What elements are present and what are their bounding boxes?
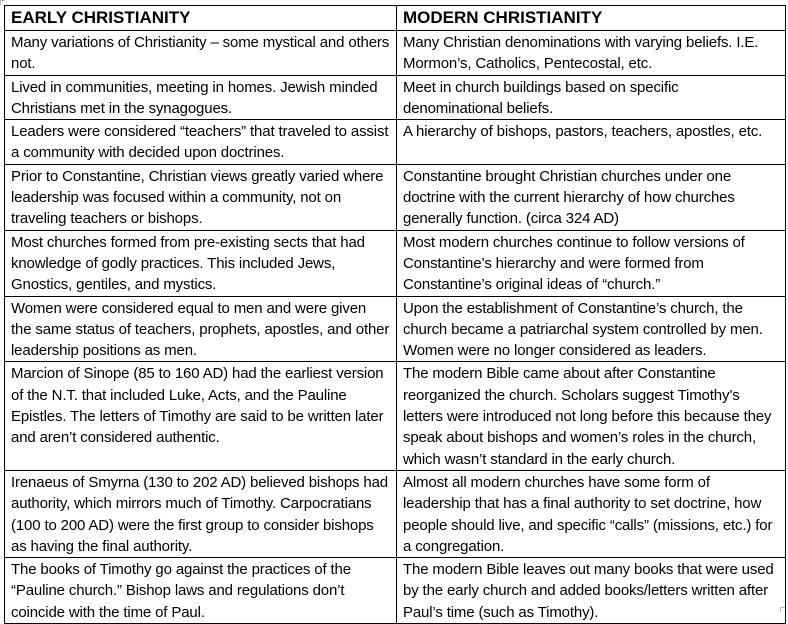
cell-early: Prior to Constantine, Christian views greatly varied where leadership was focused within a community, not on traveling teachers or bishops. — [5, 164, 397, 230]
cell-modern: Many Christian denominations with varying beliefs. I.E. Mormon’s, Catholics, Pentecostal, etc. — [397, 31, 786, 76]
cell-early: Many variations of Christianity – some mystical and others not. — [5, 31, 397, 76]
cell-modern: Meet in church buildings based on specific denominational beliefs. — [397, 75, 786, 120]
table-row — [5, 362, 786, 470]
cell-early: Leaders were considered “teachers” that traveled to assist a community with decided upon doctrines. — [5, 120, 397, 165]
cell-modern: Constantine brought Christian churches under one doctrine with the current hierarchy of how churches generally function. (circa 324 AD) — [397, 164, 786, 230]
table-resize-handle[interactable] — [780, 607, 785, 612]
cell-modern: Almost all modern churches have some form of leadership that has a final authority to set doctrine, how people should live, and specific “calls” (missions, etc.) for a congregation. — [397, 470, 786, 557]
cell-early: Women were considered equal to men and were given the same status of teachers, prophets, apostles, and other leadership positions as men. — [5, 296, 397, 362]
cell-early: Marcion of Sinope (85 to 160 AD) had the earliest version of the N.T. that included Luke, Acts, and the Pauline Epistles. The letters of Timothy are said to be written later and aren’t considered authentic. — [5, 362, 397, 470]
cell-modern: The modern Bible leaves out many books that were used by the early church and added books/letters written after Paul’s time (such as Timothy). — [397, 558, 786, 624]
table-row — [5, 558, 786, 624]
table-row — [5, 75, 786, 120]
cell-early: Irenaeus of Smyrna (130 to 202 AD) believed bishops had authority, which mirrors much of Timothy. Carpocratians (100 to 200 AD) were the first group to consider bishops as having the final authority. — [5, 470, 397, 557]
cell-early: Lived in communities, meeting in homes. Jewish minded Christians met in the synagogues. — [5, 75, 397, 120]
cell-modern: Most modern churches continue to follow versions of Constantine’s hierarchy and were formed from Constantine’s original ideas of “church.” — [397, 230, 786, 296]
table-row — [5, 470, 786, 557]
table-row — [5, 31, 786, 76]
cell-modern: The modern Bible came about after Constantine reorganized the church. Scholars suggest Timothy’s letters were introduced not long before this because they speak about bishops and women’s roles in the church, which wasn’t standard in the early church. — [397, 362, 786, 470]
cell-modern: Upon the establishment of Constantine’s church, the church became a patriarchal system controlled by men. Women were no longer considered as leaders. — [397, 296, 786, 362]
cell-early: Most churches formed from pre-existing sects that had knowledge of godly practices. This included Jews, Gnostics, gentiles, and mystics. — [5, 230, 397, 296]
table-row — [5, 230, 786, 296]
table-row — [5, 296, 786, 362]
cell-modern: A hierarchy of bishops, pastors, teachers, apostles, etc. — [397, 120, 786, 165]
table-row — [5, 164, 786, 230]
comparison-table — [4, 5, 786, 624]
header-modern-christianity: MODERN CHRISTIANITY — [397, 6, 786, 31]
table-row — [5, 120, 786, 165]
header-row — [5, 6, 786, 31]
cell-early: The books of Timothy go against the practices of the “Pauline church.” Bishop laws and regulations don’t coincide with the time of Paul. — [5, 558, 397, 624]
header-early-christianity: EARLY CHRISTIANITY — [5, 6, 397, 31]
